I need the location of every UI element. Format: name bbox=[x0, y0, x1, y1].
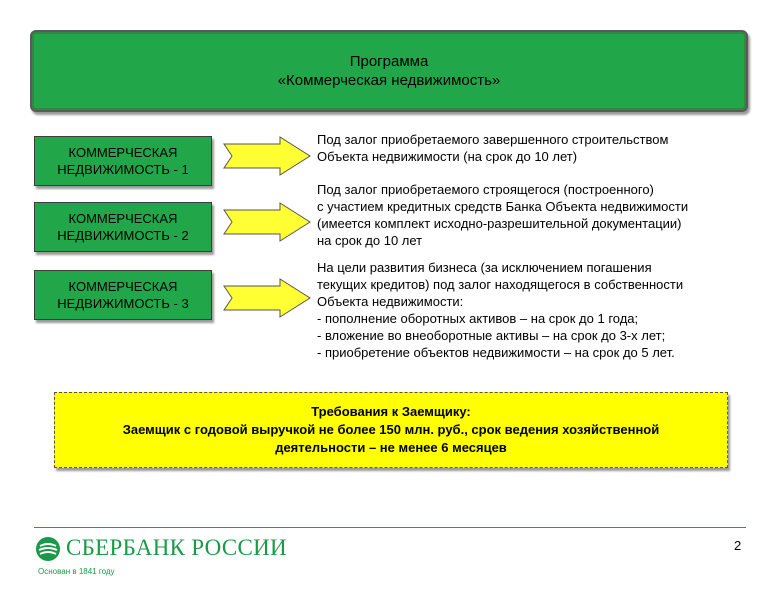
description-3 bbox=[317, 259, 757, 361]
program-box-3 bbox=[34, 270, 212, 320]
page-number: 2 bbox=[734, 538, 742, 553]
program-2-line2: НЕДВИЖИМОСТЬ - 2 bbox=[57, 228, 189, 243]
description-1-line: Под залог приобретаемого завершенного строительством bbox=[317, 132, 669, 147]
description-2-line: (имеется комплект исходно-разрешительной документации) bbox=[317, 216, 682, 231]
header-title-line1: Программа bbox=[349, 53, 429, 70]
description-1 bbox=[317, 131, 757, 165]
description-2 bbox=[317, 181, 757, 249]
program-3-line2: НЕДВИЖИМОСТЬ - 3 bbox=[57, 296, 189, 311]
sberbank-logo-subtitle: Основан в 1841 году bbox=[38, 567, 115, 576]
program-1-line1: КОММЕРЧЕСКАЯ bbox=[68, 145, 178, 160]
program-1-line2: НЕДВИЖИМОСТЬ - 1 bbox=[57, 162, 189, 177]
description-1-line: Объекта недвижимости (на срок до 10 лет) bbox=[317, 149, 578, 164]
borrower-requirements-box bbox=[54, 392, 728, 468]
description-2-line: с участием кредитных средств Банка Объекта недвижимости bbox=[317, 199, 689, 214]
footer-divider bbox=[34, 527, 746, 528]
program-3-line1: КОММЕРЧЕСКАЯ bbox=[68, 279, 178, 294]
sberbank-logo-icon bbox=[35, 536, 61, 562]
program-header bbox=[30, 30, 748, 112]
description-3-line: - пополнение оборотных активов – на срок до 1 года; bbox=[317, 311, 639, 326]
description-3-line: На цели развития бизнеса (за исключением погашения bbox=[317, 260, 652, 275]
program-box-2 bbox=[34, 202, 212, 252]
description-2-line: на срок до 10 лет bbox=[317, 233, 423, 248]
right-arrow-icon bbox=[222, 136, 312, 176]
right-arrow-icon bbox=[222, 278, 312, 318]
requirements-line1: Заемщик с годовой выручкой не более 150 млн. руб., срок ведения хозяйственной bbox=[122, 422, 660, 437]
description-3-line: - вложение во внеоборотные активы – на срок до 3-х лет; bbox=[317, 328, 666, 343]
header-title-line2: «Коммерческая недвижимость» bbox=[277, 72, 501, 89]
description-3-line: текущих кредитов) под залог находящегося в собственности bbox=[317, 277, 684, 292]
right-arrow-icon bbox=[222, 202, 312, 242]
description-3-line: - приобретение объектов недвижимости – на срок до 5 лет. bbox=[317, 345, 675, 360]
requirements-line2: деятельности – не менее 6 месяцев bbox=[275, 440, 507, 455]
program-2-line1: КОММЕРЧЕСКАЯ bbox=[68, 211, 178, 226]
sberbank-logo-text: СБЕРБАНК РОССИИ bbox=[66, 535, 287, 560]
program-box-1 bbox=[34, 136, 212, 186]
requirements-title: Требования к Заемщику: bbox=[311, 404, 471, 419]
description-3-line: Объекта недвижимости: bbox=[317, 294, 464, 309]
description-2-line: Под залог приобретаемого строящегося (построенного) bbox=[317, 182, 654, 197]
